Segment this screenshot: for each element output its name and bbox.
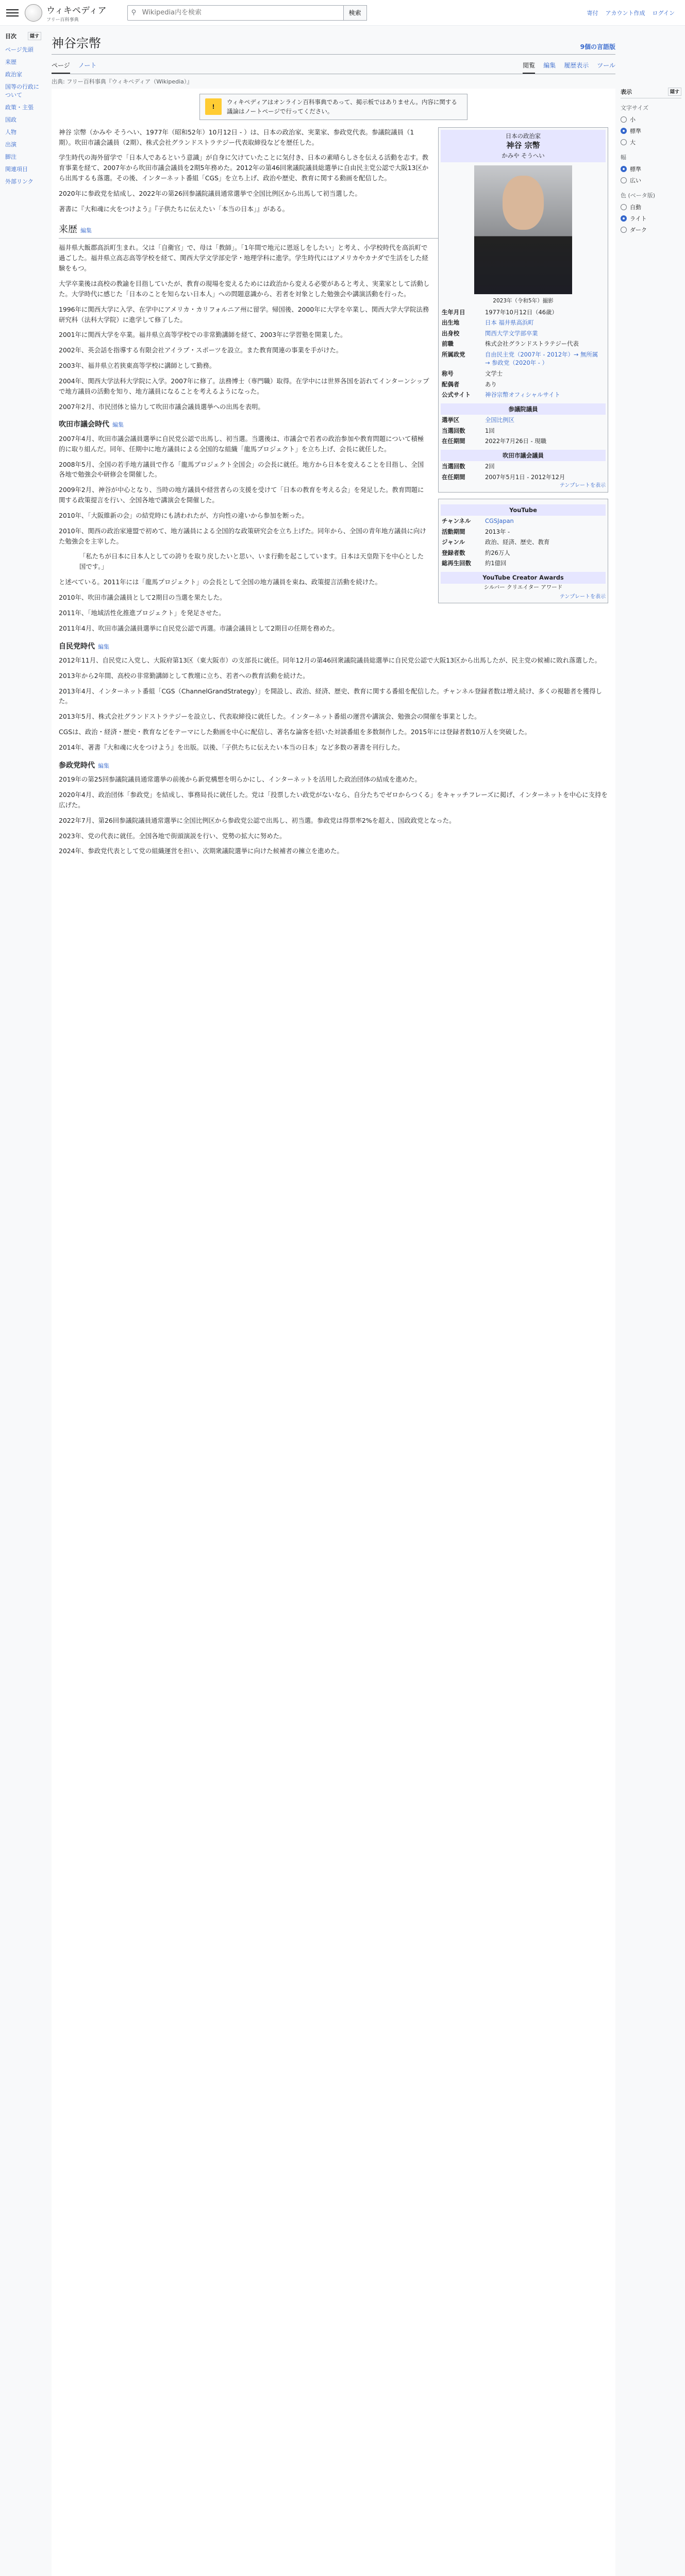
ib-value[interactable]: 関西大学文学部卒業 — [485, 329, 538, 337]
paragraph: 2001年に関西大学を卒業。福井県立高等学校での非常勤講師を経て、2003年に学習塾を開業した。 — [59, 331, 347, 339]
ib-value[interactable]: 全国比例区 — [485, 416, 514, 424]
donate-link[interactable]: 寄付 — [587, 9, 598, 16]
create-account-link[interactable]: アカウント作成 — [605, 9, 645, 16]
search-button[interactable]: 検索 — [344, 5, 367, 21]
ib-label: 前職 — [442, 340, 454, 348]
ib-value: 2022年7月26日 - 現職 — [485, 437, 547, 445]
ib-value: 株式会社グランドストラテジー代表 — [485, 340, 579, 348]
toc-item[interactable]: 出演 — [5, 141, 16, 148]
toc-item[interactable]: 国政 — [5, 116, 16, 123]
ib-section: 参議院議員 — [441, 403, 606, 415]
ib-label: 当選回数 — [442, 427, 465, 434]
yt-label: ジャンル — [442, 538, 465, 546]
radio-width-standard[interactable]: 標準 — [621, 163, 681, 175]
infobox-name: 神谷 宗幣 — [506, 141, 540, 150]
subsection-heading: 自民党時代 編集 — [59, 642, 109, 651]
text-size-label: 文字サイズ — [621, 105, 649, 111]
source-line: 出典: フリー百科事典『ウィキペディア（Wikipedia）』 — [52, 78, 193, 85]
paragraph: 2010年、関西の政治家連盟で初めて、地方議員による全国的な政策研究会を立ち上げた。同年から、全国の青年地方議員に向けた勉強会を主宰した。 — [59, 527, 426, 545]
toc-item[interactable]: 国等の行政について — [5, 83, 39, 98]
tab-edit[interactable]: 編集 — [543, 62, 556, 69]
ib-label: 選挙区 — [442, 416, 460, 424]
quote-block: 「私たちが日本に日本人としての誇りを取り戻したいと思い、いま行動を起こしています。日本は天皇陛下を中心とした国です。」 — [79, 552, 424, 571]
article-content — [52, 89, 615, 2576]
ib-value[interactable]: 日本 福井県高浜町 — [485, 319, 534, 327]
ib-label: 公式サイト — [442, 391, 471, 399]
yt-header: YouTube — [441, 504, 606, 516]
logo-subtitle: フリー百科事典 — [46, 17, 79, 23]
ib-value: 文学士 — [485, 370, 503, 377]
toc-item[interactable]: 外部リンク — [5, 178, 34, 185]
radio-color-dark[interactable]: ダーク — [621, 224, 681, 235]
infobox-edit-link[interactable]: テンプレートを表示 — [559, 483, 606, 489]
ib-label: 称号 — [442, 370, 454, 377]
radio-width-wide[interactable]: 広い — [621, 175, 681, 186]
section-heading: 来歴 編集 — [59, 223, 608, 239]
paragraph: 大学卒業後は高校の教諭を目指していたが、教育の現場を変えるためには政治から変える必要があると考え、実業家として活動した。大学時代に感じた「日本のことを知らない日本人」への問題意識から、若者を対象とした勉強会や講演活動を行った。 — [59, 280, 430, 298]
paragraph: CGSは、政治・経済・歴史・教育などをテーマにした動画を中心に配信し、著名な論客を招いた対談番組を多数制作した。2015年には登録者数10万人を突破した。 — [59, 728, 531, 736]
portrait-photo[interactable] — [474, 165, 572, 294]
ib-value: あり — [485, 380, 497, 388]
toc-item[interactable]: 脚注 — [5, 154, 16, 160]
ib-label: 出生地 — [442, 319, 460, 327]
paragraph: 2014年、著書『大和魂に火をつけよう』を出版。以後、「子供たちに伝えたい本当の日本」など多数の著書を刊行した。 — [59, 743, 404, 751]
paragraph: 福井県大飯郡高浜町生まれ。父は「自衛官」で、母は「教師」。「1年間で地元に恩返しをしたい」と考え、小学校時代を高浜町で過ごした。福井県立高志高等学校を経て、関西大学文学部史学・地理学科に進学。学生時代にはアメリカやカナダで生活をした経験をもつ。 — [59, 244, 428, 273]
infobox — [438, 127, 608, 493]
paragraph: 2003年、福井県立若狭東高等学校に講師として勤務。 — [59, 362, 216, 370]
page-tabs — [52, 58, 615, 74]
toc-item[interactable]: ページ先頭 — [5, 46, 34, 53]
section-edit-link[interactable]: 編集 — [80, 227, 92, 234]
paragraph: 2019年の第25回参議院議員通常選挙の前後から新党構想を明らかにし、インターネットを活用した政治団体の結成を進めた。 — [59, 775, 421, 784]
paragraph: 2011年4月、吹田市議会議員選挙に自民党公認で再選。市議会議員として2期目の任期を務めた。 — [59, 624, 339, 632]
appearance-hide-button[interactable]: 隠す — [668, 88, 681, 96]
toc-item[interactable]: 政策・主張 — [5, 104, 34, 111]
ib-value[interactable]: 自由民主党（2007年 - 2012年）→ 無所属 → 参政党（2020年 - ） — [485, 350, 598, 367]
yt-value: 約26万人 — [485, 549, 510, 556]
radio-text-standard[interactable]: 標準 — [621, 125, 681, 137]
ib-value[interactable]: 神谷宗幣オフィシャルサイト — [485, 391, 560, 399]
paragraph: 2013年から2年間、高校の非常勤講師として教壇に立ち、若者への教育活動を続けた。 — [59, 671, 309, 680]
yt-label: 活動期間 — [442, 528, 465, 535]
section-edit-link[interactable]: 編集 — [112, 421, 124, 429]
appearance-panel — [621, 88, 681, 235]
color-label: 色 (ベータ版) — [621, 192, 656, 199]
paragraph: 2020年に参政党を結成し、2022年の第26回参議院議員通常選挙で全国比例区から出馬して初当選した。 — [59, 190, 361, 197]
paragraph: と述べている。2011年には「龍馬プロジェクト」の会長として全国の地方議員を束ね、政策提言活動を続けた。 — [59, 578, 382, 586]
ib-label: 所属政党 — [442, 350, 465, 358]
paragraph: 2007年4月、吹田市議会議員選挙に自民党公認で出馬し、初当選。当選後は、市議会で若者の政治参加や教育問題について積極的に取り組んだ。同年、任期中に地方議員による全国的な組織「龍馬プロジェクト」を立ち上げ、会長に就任した。 — [59, 434, 424, 453]
paragraph: 2011年、「地域活性化推進プロジェクト」を発足させた。 — [59, 608, 225, 617]
warning-icon: ! — [205, 98, 222, 115]
paragraph: 2024年、参政党代表として党の組織運営を担い、次期衆議院選挙に向けた候補者の擁立を進めた。 — [59, 847, 343, 855]
login-link[interactable]: ログイン — [652, 9, 675, 16]
section-edit-link[interactable]: 編集 — [98, 762, 109, 769]
ib-label: 出身校 — [442, 329, 460, 337]
paragraph: 学生時代の海外留学で「日本人であるという意識」が自身に欠けていたことに気付き、日本の素晴らしさを伝える活動を志す。教育事業を経て、2007年から吹田市議会議員を2期5年務めた。2012年の第46回衆議院議員総選挙に自由民主党公認で大阪13区から出馬するも落選。その後、インターネット番組「CGS」を立ち上げ、政治や歴史、教育に関する動画を配信した。 — [59, 154, 429, 182]
paragraph: 2009年2月、神谷が中心となり、当時の地方議員や経営者らの支援を受けて「日本の教育を考える会」を発足した。教育問題に関する政策提言を行い、全国各地で講演会を開催した。 — [59, 486, 424, 504]
ib-value: 1回 — [485, 427, 495, 434]
search-icon: ⚲ — [131, 9, 137, 16]
toc-hide-button[interactable]: 隠す — [28, 32, 41, 40]
infobox-reading: かみや そうへい — [502, 152, 545, 160]
paragraph: 2013年5月、株式会社グランドストラテジーを設立し、代表取締役に就任した。インターネット番組の運営や講演会、勉強会の開催を事業とした。 — [59, 713, 481, 721]
paragraph: 2007年2月、市民団体と協力して吹田市議会議員選挙への出馬を表明。 — [59, 402, 264, 411]
tab-tools[interactable]: ツール — [597, 62, 615, 69]
main-menu-icon[interactable] — [6, 7, 19, 19]
paragraph: 2023年、党の代表に就任。全国各地で街頭演説を行い、党勢の拡大に努めた。 — [59, 832, 286, 840]
ib-label: 当選回数 — [442, 463, 465, 470]
toc-item[interactable]: 人物 — [5, 129, 16, 135]
ib-label: 在任期間 — [442, 437, 465, 445]
subsection-heading: 参政党時代 編集 — [59, 761, 109, 770]
toc-item[interactable]: 政治家 — [5, 71, 22, 78]
yt-value[interactable]: CGSJapan — [485, 517, 514, 525]
logo-title: ウィキペディア — [46, 5, 107, 16]
photo-caption: 2023年（令和5年）撮影 — [493, 297, 554, 304]
yt-label: 登録者数 — [442, 549, 465, 556]
paragraph: 2004年、関西大学法科大学院に入学。2007年に修了。法務博士（専門職）取得。在学中には世界各国を訪れてインターンシップで地方議員の活動を知り、地方議員になることを考えるようになった。 — [59, 377, 429, 395]
yt-award: シルバー クリエイター アワード — [483, 584, 563, 590]
paragraph: 2008年5月、全国の若手地方議員で作る「龍馬プロジェクト全国会」の会長に就任。地方から日本を変えることを目指し、全国各地で勉強会や研修会を開催した。 — [59, 460, 424, 479]
language-button[interactable]: 9個の言語版 — [580, 43, 615, 50]
paragraph: 2010年、吹田市議会議員として2期目の当選を果たした。 — [59, 593, 226, 601]
yt-edit-link[interactable]: テンプレートを表示 — [559, 594, 606, 600]
notice-text: ウィキペディアはオンライン百科事典であって、掲示板ではありません。内容に関する議論はノートページで行ってください。 — [227, 98, 457, 115]
yt-value: 約1億回 — [485, 560, 507, 567]
table-of-contents — [0, 26, 46, 194]
width-label: 幅 — [621, 154, 626, 161]
paragraph: 2010年、「大阪維新の会」の結党時にも誘われたが、方向性の違いから参加を断った。 — [59, 511, 308, 519]
paragraph: 神谷 宗幣（かみや そうへい、1977年（昭和52年）10月12日 - ）は、日本の政治家、実業家、参政党代表。参議院議員（1期）。吹田市議会議員（2期）、株式会社グランドストラテジー代表取締役などを歴任した。 — [59, 128, 414, 146]
yt-value: 政治、経済、歴史、教育 — [485, 538, 550, 546]
subsection-heading: 吹田市議会時代 編集 — [59, 420, 124, 429]
globe-icon — [25, 4, 42, 22]
toc-title: 目次 — [5, 33, 16, 40]
radio-text-small[interactable]: 小 — [621, 114, 681, 125]
section-edit-link[interactable]: 編集 — [98, 643, 109, 650]
paragraph: 2013年4月、インターネット番組「CGS（ChannelGrandStrategy）」を開設し、政治、経済、歴史、教育に関する番組を配信した。チャンネル登録者数は増え続け、多くの視聴者を獲得した。 — [59, 687, 602, 705]
paragraph: 1996年に関西大学に入学、在学中にアメリカ・カリフォルニア州に留学。帰国後、2000年に大学を卒業し、関西大学大学院法務研究科（法科大学院）に進学して修了した。 — [59, 305, 429, 324]
search-box — [127, 5, 367, 21]
paragraph: 2012年11月、自民党に入党し、大阪府第13区（東大阪市）の支部長に就任。同年12月の第46回衆議院議員総選挙に自民党公認で大阪13区から出馬したが、民主党の候補に敗れ落選した。 — [59, 656, 602, 664]
ib-label: 在任期間 — [442, 473, 465, 481]
paragraph: 2002年、英会話を指導する有限会社アイラブ・スポーツを設立。また教育関連の事業を手がけた。 — [59, 346, 343, 354]
ib-label: 配偶者 — [442, 380, 460, 388]
page-title: 神谷宗幣 — [52, 36, 101, 50]
tab-history[interactable]: 履歴表示 — [564, 62, 589, 69]
yt-label: 総再生回数 — [442, 560, 471, 567]
ib-section: 吹田市議会議員 — [441, 450, 606, 462]
toc-item[interactable]: 来歴 — [5, 59, 16, 65]
paragraph: 2020年4月、政治団体「参政党」を結成し、事務局長に就任した。党は「投票したい政党がないなら、自分たちでゼロからつくる」をキャッチフレーズに掲げ、インターネットを中心に支持を広げた。 — [59, 791, 608, 809]
infobox-office: 日本の政治家 — [505, 132, 541, 140]
tab-read[interactable]: 閲覧 — [523, 58, 535, 74]
toc-item[interactable]: 関連項目 — [5, 166, 28, 173]
radio-text-large[interactable]: 大 — [621, 137, 681, 148]
yt-award-header: YouTube Creator Awards — [441, 572, 606, 584]
notice-box — [199, 94, 467, 120]
tab-talk[interactable]: ノート — [78, 62, 97, 69]
site-header — [0, 0, 685, 26]
appearance-title: 表示 — [621, 89, 632, 95]
user-links — [587, 9, 675, 17]
ib-value: 1977年10月12日（46歳） — [485, 308, 558, 316]
radio-color-auto[interactable]: 自動 — [621, 201, 681, 213]
tab-page[interactable]: ページ — [52, 58, 70, 74]
paragraph: 著書に『大和魂に火をつけよう』『子供たちに伝えたい「本当の日本」』がある。 — [59, 205, 289, 213]
yt-value: 2013年 - — [485, 528, 510, 535]
search-input[interactable] — [127, 5, 344, 21]
youtube-infobox — [438, 499, 608, 603]
yt-label: チャンネル — [442, 517, 471, 525]
paragraph: 2022年7月、第26回参議院議員通常選挙に全国比例区から参政党公認で出馬し、初当選。参政党は得票率2%を超え、国政政党となった。 — [59, 816, 456, 824]
wikipedia-logo[interactable] — [25, 3, 107, 23]
ib-value: 2007年5月1日 - 2012年12月 — [485, 473, 565, 481]
article-page — [52, 26, 615, 2576]
ib-label: 生年月日 — [442, 308, 465, 316]
ib-value: 2回 — [485, 463, 495, 470]
radio-color-light[interactable]: ライト — [621, 213, 681, 224]
